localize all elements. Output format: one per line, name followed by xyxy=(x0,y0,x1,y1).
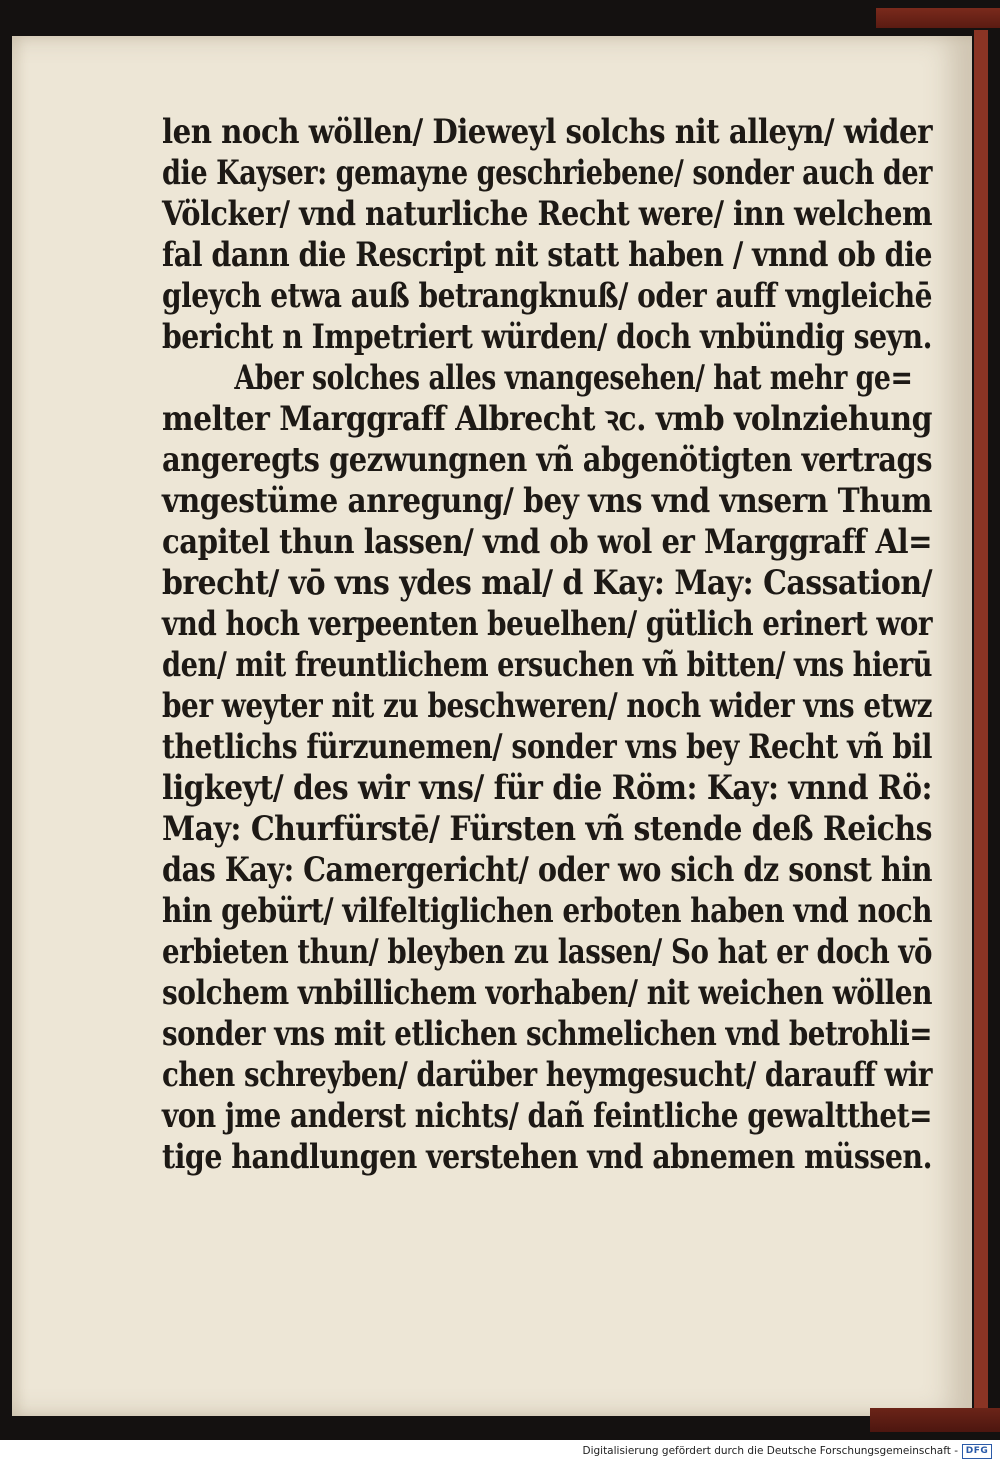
text-line: bericht n Impetriert würden/ doch vnbündig seyn. xyxy=(162,317,932,357)
funding-credit: Digitalisierung gefördert durch die Deutsche Forschungsgemeinschaft - xyxy=(582,1445,958,1457)
footer-bar xyxy=(0,1440,1000,1465)
text-line: vngestüme anregung/ bey vns vnd vnsern Thum xyxy=(162,481,932,521)
text-line: hin gebürt/ vilfeltiglichen erboten haben vnd noch xyxy=(162,891,932,931)
text-line: von jme anderst nichts/ dañ feintliche gewaltthet= xyxy=(162,1096,932,1136)
text-line: ber weyter nit zu beschweren/ noch wider vns etwz xyxy=(162,686,932,726)
text-line: May: Churfürstē/ Fürsten vñ stende deß Reichs xyxy=(162,809,932,849)
binding-bottom xyxy=(870,1408,1000,1432)
text-line: angeregts gezwungnen vñ abgenötigten vertrags xyxy=(162,440,932,480)
text-line: Aber solches alles vnangesehen/ hat mehr ge= xyxy=(234,358,913,398)
text-line: ligkeyt/ des wir vns/ für die Röm: Kay: vnnd Rö: xyxy=(162,768,932,808)
text-line: thetlichs fürzunemen/ sonder vns bey Recht vñ bil xyxy=(162,727,932,767)
body-text xyxy=(162,112,942,1178)
text-line: solchem vnbillichem vorhaben/ nit weichen wöllen xyxy=(162,973,932,1013)
text-line: fal dann die Rescript nit statt haben / vnnd ob die xyxy=(162,235,932,275)
text-line: Völcker/ vnd naturliche Recht were/ inn welchem xyxy=(162,194,932,234)
dfg-logo: DFG xyxy=(962,1444,992,1459)
text-line: erbieten thun/ bleyben zu lassen/ So hat er doch vō xyxy=(162,932,932,972)
binding-top xyxy=(876,8,1000,28)
text-line: melter Marggraff Albrecht ꝛc. vmb volnziehung xyxy=(162,399,932,439)
text-line: vnd hoch verpeenten beuelhen/ gütlich erinert wor xyxy=(162,604,932,644)
text-line: die Kayser: gemayne geschriebene/ sonder auch der xyxy=(162,153,932,193)
text-line: den/ mit freuntlichem ersuchen vñ bitten/ vns hierū xyxy=(162,645,932,685)
text-line: brecht/ vō vns ydes mal/ d Kay: May: Cassation/ xyxy=(162,563,932,603)
text-line: tige handlungen verstehen vnd abnemen müssen. xyxy=(162,1137,932,1177)
text-line: chen schreyben/ darüber heymgesucht/ darauff wir xyxy=(162,1055,932,1095)
text-line: das Kay: Camergericht/ oder wo sich dz sonst hin xyxy=(162,850,932,890)
text-line: capitel thun lassen/ vnd ob wol er Marggraff Al= xyxy=(162,522,932,562)
text-line: len noch wöllen/ Dieweyl solchs nit alleyn/ wider xyxy=(162,112,932,152)
text-line: sonder vns mit etlichen schmelichen vnd betrohli= xyxy=(162,1014,932,1054)
page-edge xyxy=(974,30,988,1420)
text-line: gleych etwa auß betrangknuß/ oder auff vngleichē xyxy=(162,276,932,316)
